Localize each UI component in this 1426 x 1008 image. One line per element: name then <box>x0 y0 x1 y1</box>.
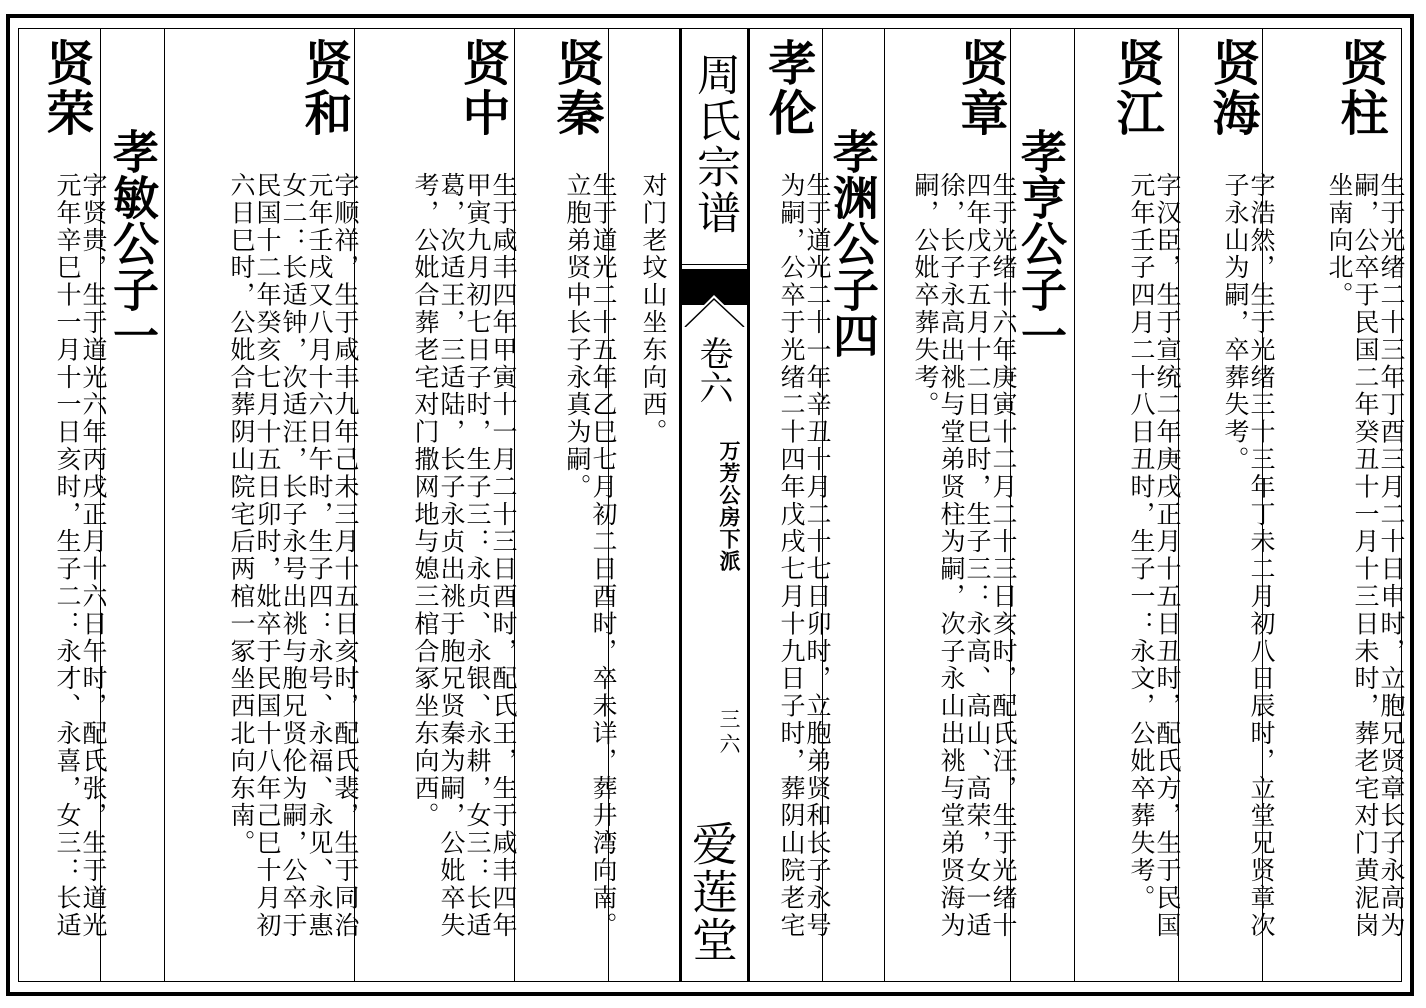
entry-name: 贤章 <box>952 38 1008 138</box>
entry-text: 字汉臣，生于宣统二年庚戌正月十五日丑时，配氏方，生于民国 元年壬子四月二十八日丑时，生子一：永文，公妣卒葬失考。 <box>1127 172 1182 940</box>
entry-name: 贤秦 <box>548 38 604 138</box>
entry-text: 字贤贵，生于道光六年丙戌正月十六日午时，配氏张，生于道光 元年辛巳十一月十一日亥时，生子二：永才、永喜，女三：长适 <box>53 172 108 940</box>
entry-text: 生于光绪十六年庚寅十二月二十三日亥时，配氏汪，生于光绪十 四年戊子五月十二日巳时，生子三：永高、高山、高荣，女一适 徐，长子永高出祧与堂弟贤柱为嗣，次子永山出祧与堂弟贤海为 嗣，公妣卒葬失考。 <box>911 172 1018 940</box>
branch-label: 万芳公房下派 <box>717 440 742 572</box>
entry-text: 生于咸丰四年甲寅十一月二十三日酉时，配氏王，生于咸丰四年 甲寅九月初七日子时，生子三：永贞、永银、永耕，女三：长适 葛，次适王，三适陆，长子永贞出祧于胞兄贤秦为嗣，公妣卒失 考，公妣合葬老宅对门撒网地与媳三棺合冢坐东向西。 <box>411 172 518 940</box>
hall-name: 爱莲堂 <box>685 820 739 964</box>
entry-name: 贤江 <box>1108 38 1164 138</box>
page-number: 三六 <box>717 708 741 758</box>
entry-name: 贤中 <box>454 38 510 138</box>
entry-name: 贤和 <box>296 38 352 138</box>
section-heading: 孝渊公子四 <box>826 128 880 358</box>
entry-name: 贤海 <box>1204 38 1260 138</box>
section-heading: 孝亨公子一 <box>1014 128 1068 358</box>
section-heading: 孝敏公子一 <box>106 128 160 358</box>
fishtail-mark <box>682 291 747 327</box>
entry-text: 字浩然，生于光绪三十三年丁未二月初八日辰时，立堂兄贤章次 子永山为嗣，卒葬失考。 <box>1221 172 1276 940</box>
genealogy-title: 周氏宗谱 <box>689 52 740 236</box>
entry-continuation-text: 对门老坟山坐东向西。 <box>639 172 668 446</box>
entry-text: 生于道光二十五年乙巳七月初二日酉时，卒未详，葬井湾向南。 立胞弟贤中长子永真为嗣。 <box>563 172 618 940</box>
entry-name: 贤荣 <box>38 38 94 138</box>
entry-text: 生于道光二十一年辛丑十月二十七日卯时，立胞弟贤和长子永号 为嗣，公卒于光绪二十四年戊戌七月十九日子时，葬阴山院老宅 <box>777 172 832 940</box>
entry-name: 贤柱 <box>1332 38 1388 138</box>
entry-text: 生于光绪二十三年丁酉三月二十日申时，立胞兄贤章长子永高为 嗣，公卒于民国二年癸丑十一月十三日未时，葬老宅对门黄泥岗 坐南向北。 <box>1325 172 1406 940</box>
entry-name: 孝伦 <box>760 38 816 138</box>
column-divider <box>164 28 165 982</box>
volume-label: 卷六 <box>693 336 733 404</box>
band-rule <box>682 264 747 265</box>
column-divider <box>884 28 885 982</box>
entry-text: 字顺祥，生于咸丰九年己未三月十五日亥时，配氏裴，生于同治 元年壬戌又八月十六日午时，生子四：永号、永福、永见、永惠 女二：长适钟，次适汪，长子永号出祧与胞兄贤伦为嗣，公卒于 民国十二年癸亥七月十五日卯时，妣卒于民国十八年己巳十月初 六日巳时，公妣合葬阴山院宅后两棺一冢坐西北向东南。 <box>227 172 360 940</box>
column-divider <box>1074 28 1075 982</box>
